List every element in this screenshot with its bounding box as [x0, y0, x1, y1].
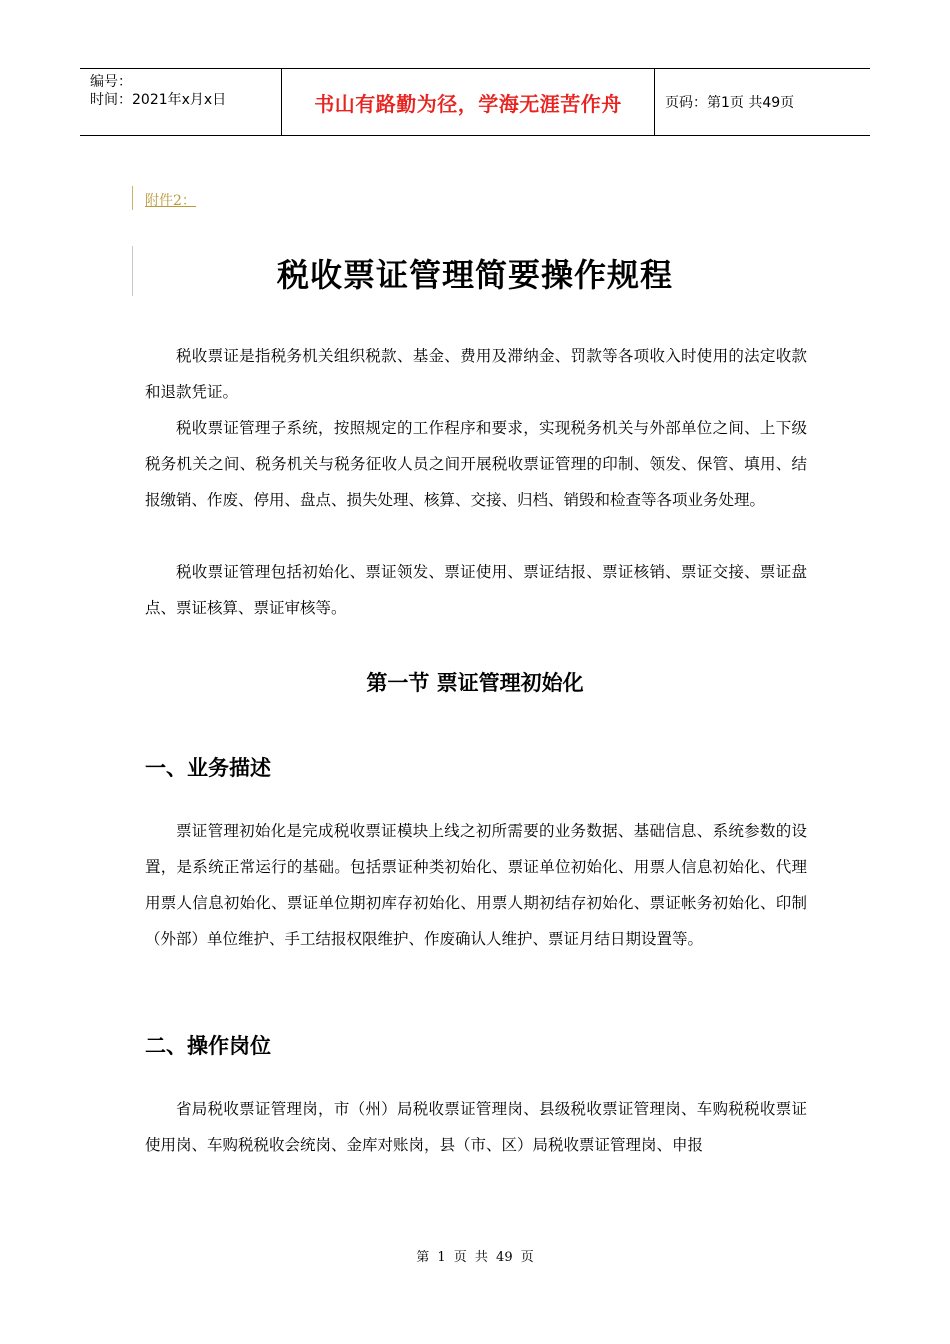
document-title: 税收票证管理简要操作规程	[276, 256, 673, 294]
section-title: 第一节 票证管理初始化	[366, 671, 584, 695]
subheading-business-description: 一、业务描述	[145, 756, 271, 780]
intro-paragraph-1: 税收票证是指税务机关组织税款、基金、费用及滞纳金、罚款等各项收入时使用的法定收款和退款凭证。	[145, 347, 807, 401]
business-description-text: 票证管理初始化是完成税收票证模块上线之初所需要的业务数据、基础信息、系统参数的设置，是系统正常运行的基础。包括票证种类初始化、票证单位初始化、用票人信息初始化、代理用票人信息初始化、票证单位期初库存初始化、用票人期初结存初始化、票证帐务初始化、印制（外部）单位维护、手工结报权限维护、作废确认人维护、票证月结日期设置等。	[145, 822, 807, 948]
header-table	[80, 68, 870, 136]
header-left-cell	[80, 69, 282, 135]
header-page-info: 页码：第1页 共49页	[665, 95, 795, 111]
attachment-label: 附件2：	[145, 193, 196, 209]
time-label: 时间：2021年x月x日	[90, 92, 227, 108]
page-footer: 第 1 页 共 49 页	[416, 1250, 534, 1265]
number-label: 编号：	[90, 74, 132, 90]
intro-paragraph-3: 税收票证管理包括初始化、票证领发、票证使用、票证结报、票证核销、票证交接、票证盘点、票证核算、票证审核等。	[145, 563, 807, 617]
attachment-margin-mark	[132, 186, 133, 210]
operation-posts-text: 省局税收票证管理岗，市（州）局税收票证管理岗、县级税收票证管理岗、车购税税收票证使用岗、车购税税收会统岗、金库对账岗，县（市、区）局税收票证管理岗、申报	[145, 1100, 807, 1154]
intro-paragraph-2: 税收票证管理子系统，按照规定的工作程序和要求，实现税务机关与外部单位之间、上下级税务机关之间、税务机关与税务征收人员之间开展税收票证管理的印制、领发、保管、填用、结报缴销、作废、停用、盘点、损失处理、核算、交接、归档、销毁和检查等各项业务处理。	[145, 419, 807, 509]
header-motto: 书山有路勤为径，学海无涯苦作舟	[282, 69, 655, 135]
subheading-operation-posts: 二、操作岗位	[145, 1034, 271, 1058]
